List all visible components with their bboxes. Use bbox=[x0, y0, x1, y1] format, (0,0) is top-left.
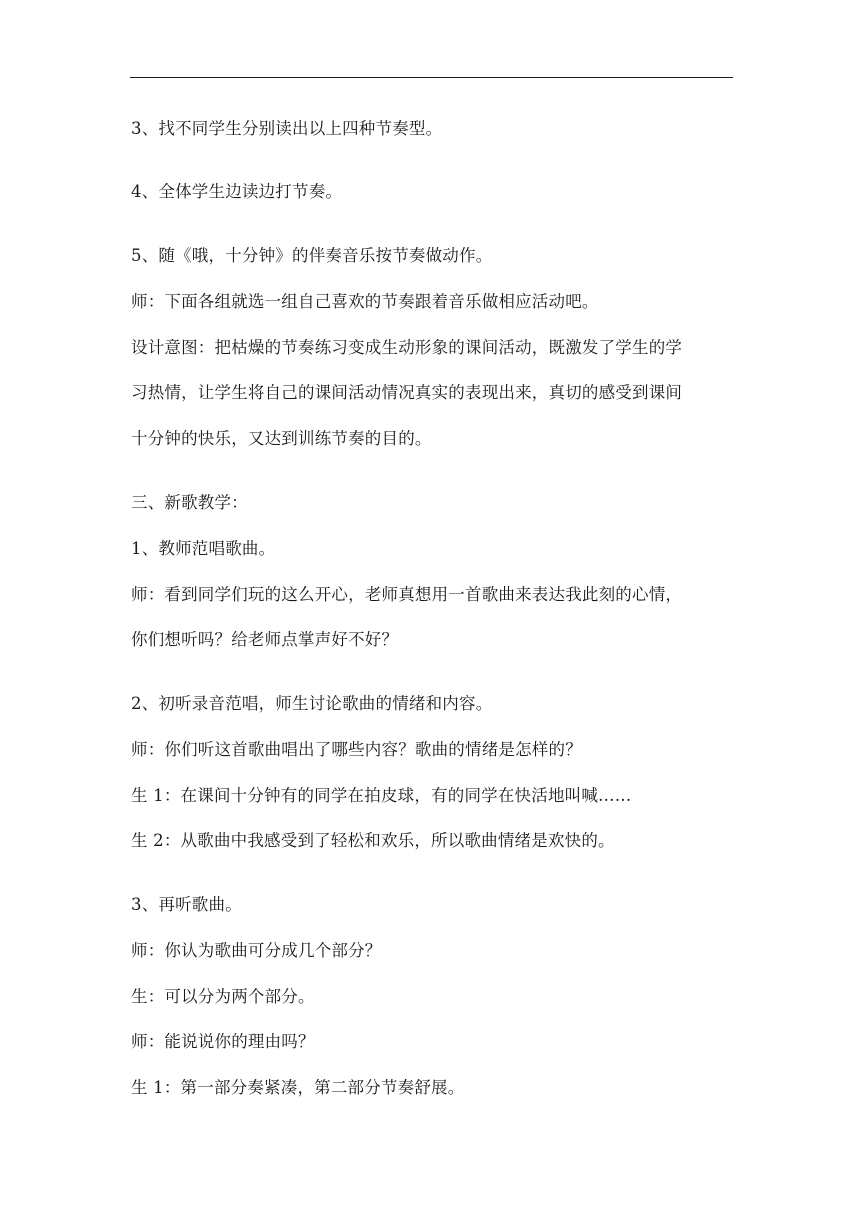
text-line: 2、初听录音范唱，师生讨论歌曲的情绪和内容。 bbox=[131, 694, 493, 713]
text-line: 5、随《哦，十分钟》的伴奏音乐按节奏做动作。 bbox=[131, 246, 493, 265]
text-line: 生 1：在课间十分钟有的同学在拍皮球，有的同学在快活地叫喊…… bbox=[131, 786, 632, 805]
text-line: 3、再听歌曲。 bbox=[131, 895, 242, 914]
text-line: 师：你认为歌曲可分成几个部分？ bbox=[131, 941, 382, 960]
text-line: 4、全体学生边读边打节奏。 bbox=[131, 182, 343, 201]
text-line: 生 1：第一部分奏紧凑，第二部分节奏舒展。 bbox=[131, 1078, 465, 1097]
text-line: 师：能说说你的理由吗？ bbox=[131, 1032, 315, 1051]
header-rule bbox=[130, 77, 733, 78]
text-line: 生：可以分为两个部分。 bbox=[131, 987, 315, 1006]
text-line: 习热情，让学生将自己的课间活动情况真实的表现出来，真切的感受到课间 bbox=[131, 383, 683, 402]
text-line: 3、找不同学生分别读出以上四种节奏型。 bbox=[131, 119, 443, 138]
text-line: 生 2：从歌曲中我感受到了轻松和欢乐，所以歌曲情绪是欢快的。 bbox=[131, 831, 615, 850]
text-line: 十分钟的快乐，又达到训练节奏的目的。 bbox=[131, 429, 432, 448]
section-heading: 三、新歌教学： bbox=[131, 493, 248, 512]
text-line: 师：你们听这首歌曲唱出了哪些内容？歌曲的情绪是怎样的？ bbox=[131, 740, 582, 759]
text-line: 你们想听吗？给老师点掌声好不好？ bbox=[131, 630, 399, 649]
text-line: 设计意图：把枯燥的节奏练习变成生动形象的课间活动，既激发了学生的学 bbox=[131, 338, 683, 357]
text-line: 1、教师范唱歌曲。 bbox=[131, 539, 276, 558]
text-line: 师：下面各组就选一组自己喜欢的节奏跟着音乐做相应活动吧。 bbox=[131, 292, 599, 311]
text-line: 师：看到同学们玩的这么开心，老师真想用一首歌曲来表达我此刻的心情， bbox=[131, 585, 683, 604]
